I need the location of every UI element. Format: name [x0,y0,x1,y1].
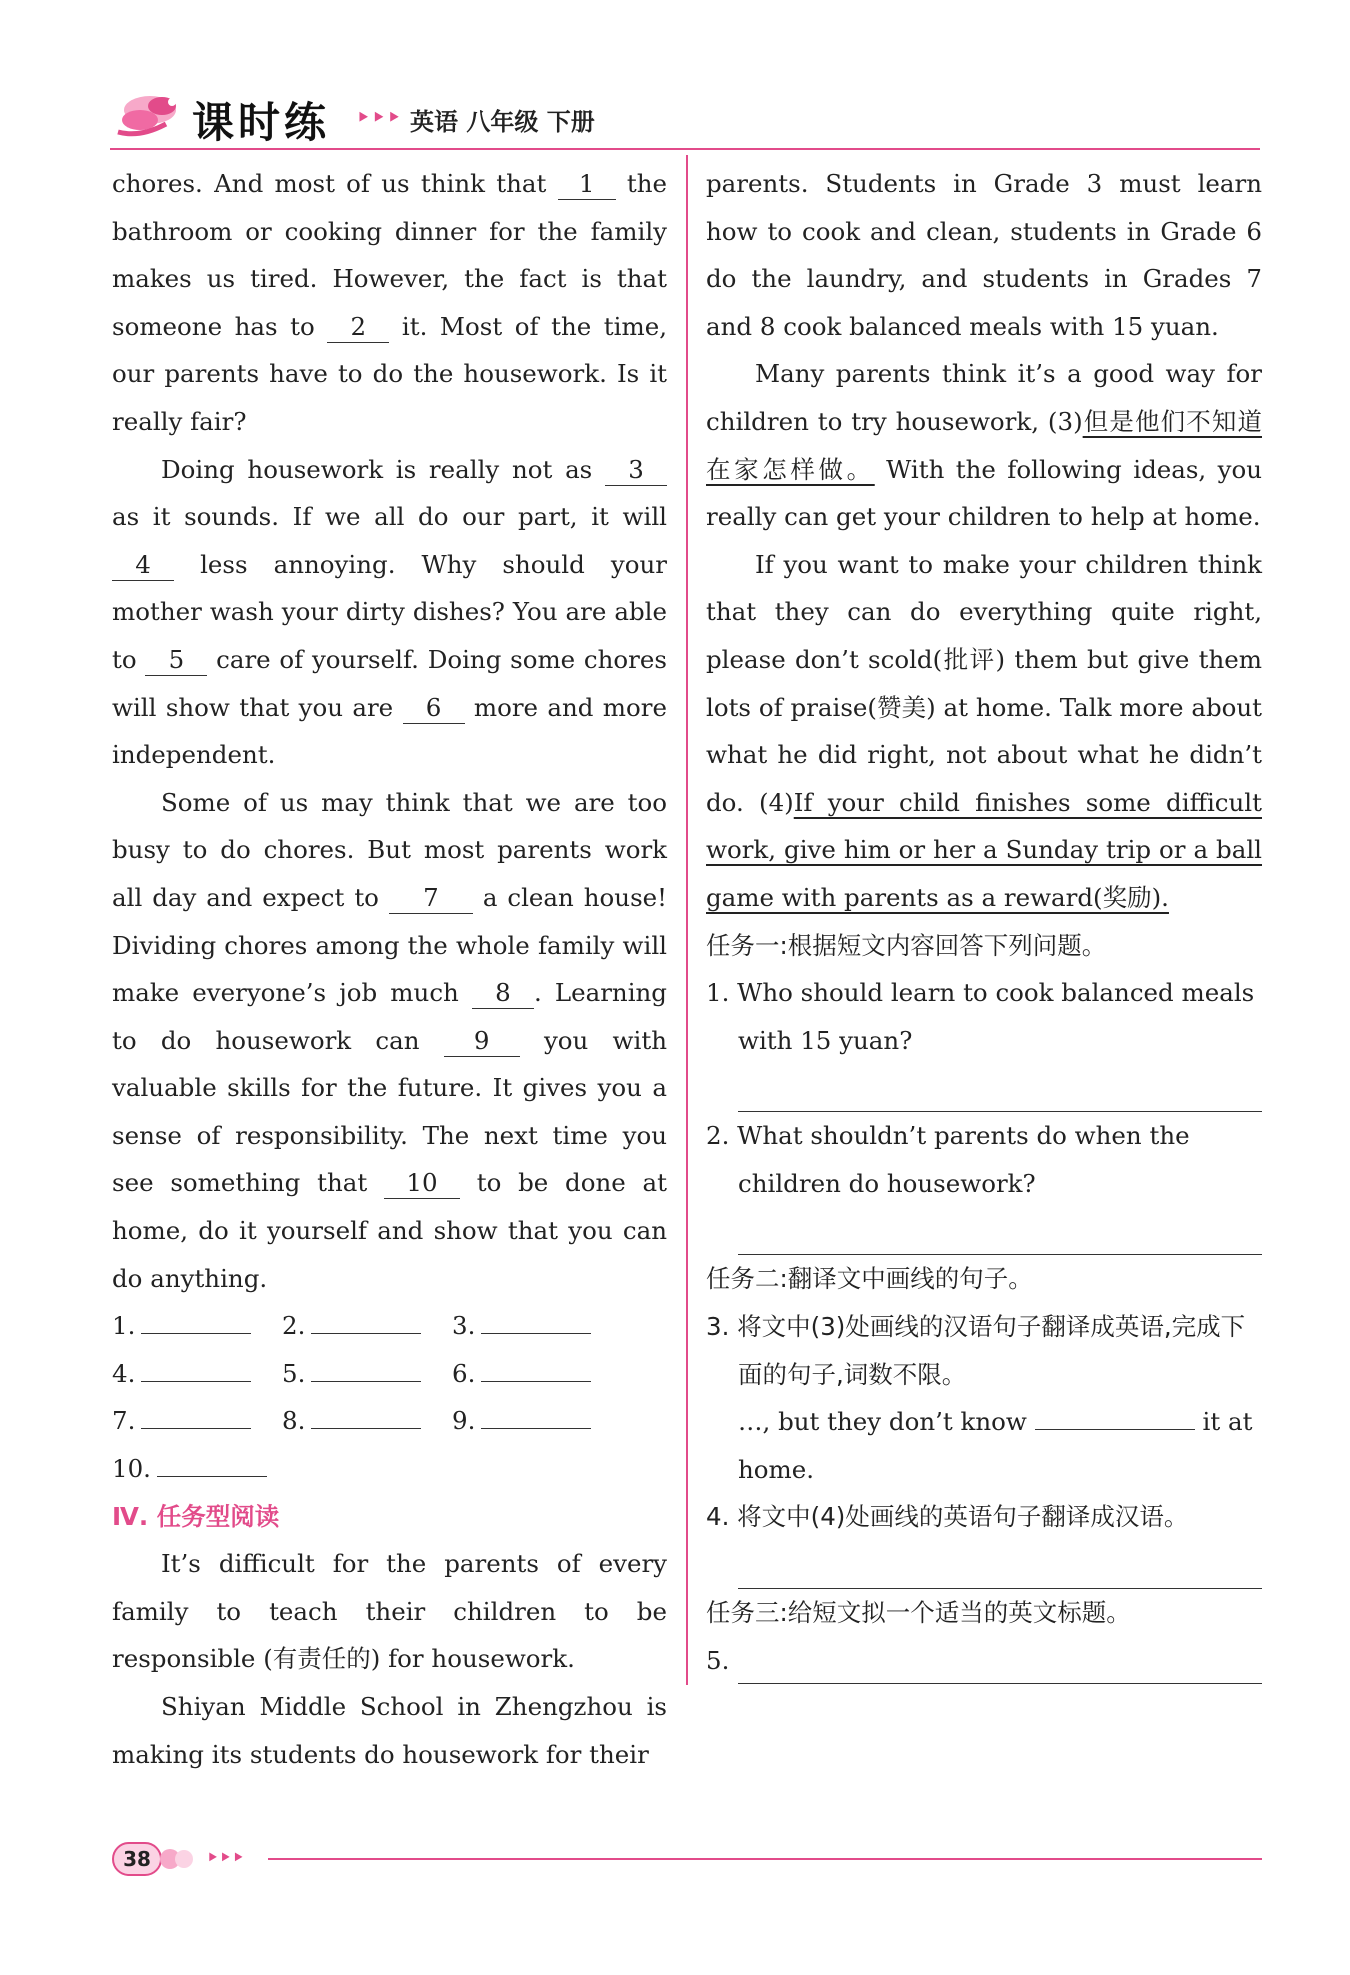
answer-slot[interactable]: 2. [282,1302,452,1350]
blank-3[interactable]: 3 [605,455,667,486]
flower-logo-icon [110,88,190,148]
paragraph-5: Shiyan Middle School in Zhengzhou is making its students do housework for their [112,1692,667,1769]
question-3: 3. 将文中(3)处画线的汉语句子翻译成英语,完成下面的句子,词数不限。 [706,1312,1246,1389]
blank-1[interactable]: 1 [558,169,616,200]
answer-line-4[interactable] [738,1541,1262,1589]
translation-3: …, but they don’t know it at home. [738,1407,1253,1484]
answer-line-2[interactable] [738,1207,1262,1255]
page-number: 38 [112,1842,162,1876]
paragraph-6: parents. Students in Grade 3 must learn how to cook and clean, students in Grade 6 do the laundry, and students in Grades 7 and 8 cook balanced meals with 15 yuan. [706,169,1262,341]
paragraph-4: It’s difficult for the parents of every family to teach their children to be responsible (有责任的) for housework. [112,1549,667,1674]
underlined-sentence-4: If your child finishes some difficult work, give him or her a Sunday trip or a ball game with parents as a reward(奖励). [706,787,1262,912]
answer-slot[interactable]: 1. [112,1302,282,1350]
blank-4[interactable]: 4 [112,550,174,581]
question-1: 1. Who should learn to cook balanced meals with 15 yuan? [706,978,1255,1055]
left-column [112,160,667,1778]
answer-slot[interactable]: 10. [112,1445,282,1493]
underlined-sentence-3: 但是他们不知道在家怎样做。 [706,406,1262,484]
answer-slot[interactable]: 5. [282,1350,452,1398]
paragraph-8: If you want to make your children think that they can do everything quite right, please don’t scold(批评) them but give them lots of praise(赞美) at home. Talk more about what he did right, not about what he didn’t do. (4)If your child finishes some difficult work, give him or her a Sunday trip or a ball game with parents as a reward(奖励). [706,549,1262,912]
header-divider [110,148,1260,150]
blank-2[interactable]: 2 [327,312,389,343]
answer-slot[interactable]: 8. [282,1397,452,1445]
footer-arrows-icon: ⯈⯈⯈ [206,1848,245,1867]
paragraph-7: Many parents think it’s a good way for children to try housework, (3)但是他们不知道在家怎样做。 With the following ideas, you really can get your children to help at home. [706,359,1262,532]
answer-slot[interactable]: 9. [452,1397,622,1445]
subject-label: 英语 八年级 下册 [410,108,595,136]
question-4: 4. 将文中(4)处画线的英语句子翻译成汉语。 [706,1502,1189,1532]
blank-10[interactable]: 10 [384,1168,460,1199]
answer-line-1[interactable] [738,1064,1262,1112]
answer-slot[interactable]: 6. [452,1350,622,1398]
blank-7[interactable]: 7 [389,883,473,914]
footer-line [268,1858,1262,1860]
answer-blank-3[interactable] [1035,1429,1195,1430]
task-3-heading: 任务三:给短文拟一个适当的英文标题。 [706,1598,1131,1628]
page-header [110,88,1260,150]
answer-slot[interactable]: 3. [452,1302,622,1350]
paragraph-3: Some of us may think that we are too busy to do chores. But most parents work all day and expect to 7 a clean house! Dividing chores among the whole family will make everyone’s job much 8 . Learning to do housework can 9 you with valuable skills for the future. It gives you a sense of responsibility. The next time you see something that 10 to be done at home, do it yourself and show that you can do anything. [112,787,667,1293]
brand-title: 课时练 [192,98,331,147]
blank-8[interactable]: 8 [472,978,534,1009]
blank-9[interactable]: 9 [444,1026,520,1057]
section-heading: Ⅳ. 任务型阅读 [112,1501,280,1531]
answer-line-5[interactable] [738,1649,1262,1684]
answer-grid [112,1302,667,1492]
task-2-heading: 任务二:翻译文中画线的句子。 [706,1264,1033,1294]
right-column [706,160,1262,1684]
page-decoration-icon [160,1842,196,1876]
question-5: 5. [706,1637,1262,1685]
answer-slot[interactable]: 7. [112,1397,282,1445]
answer-slot[interactable]: 4. [112,1350,282,1398]
header-arrows-icon: ⯈⯈⯈ [356,108,403,129]
question-2: 2. What shouldn’t parents do when the children do housework? [706,1121,1190,1198]
task-1-heading: 任务一:根据短文内容回答下列问题。 [706,930,1107,960]
blank-6[interactable]: 6 [403,693,465,724]
paragraph-2: Doing housework is really not as 3 as it sounds. If we all do our part, it will 4 less annoying. Why should your mother wash your dirty dishes? You are able to 5 care of yourself. Doing some chores will show that you are 6 more and more independent. [112,454,667,770]
paragraph-1: chores. And most of us think that 1 the bathroom or cooking dinner for the family makes us tired. However, the fact is that someone has to 2 it. Most of the time, our parents have to do the housework. Is it really fair? [112,169,668,436]
blank-5[interactable]: 5 [145,645,207,676]
column-divider [686,155,688,1685]
